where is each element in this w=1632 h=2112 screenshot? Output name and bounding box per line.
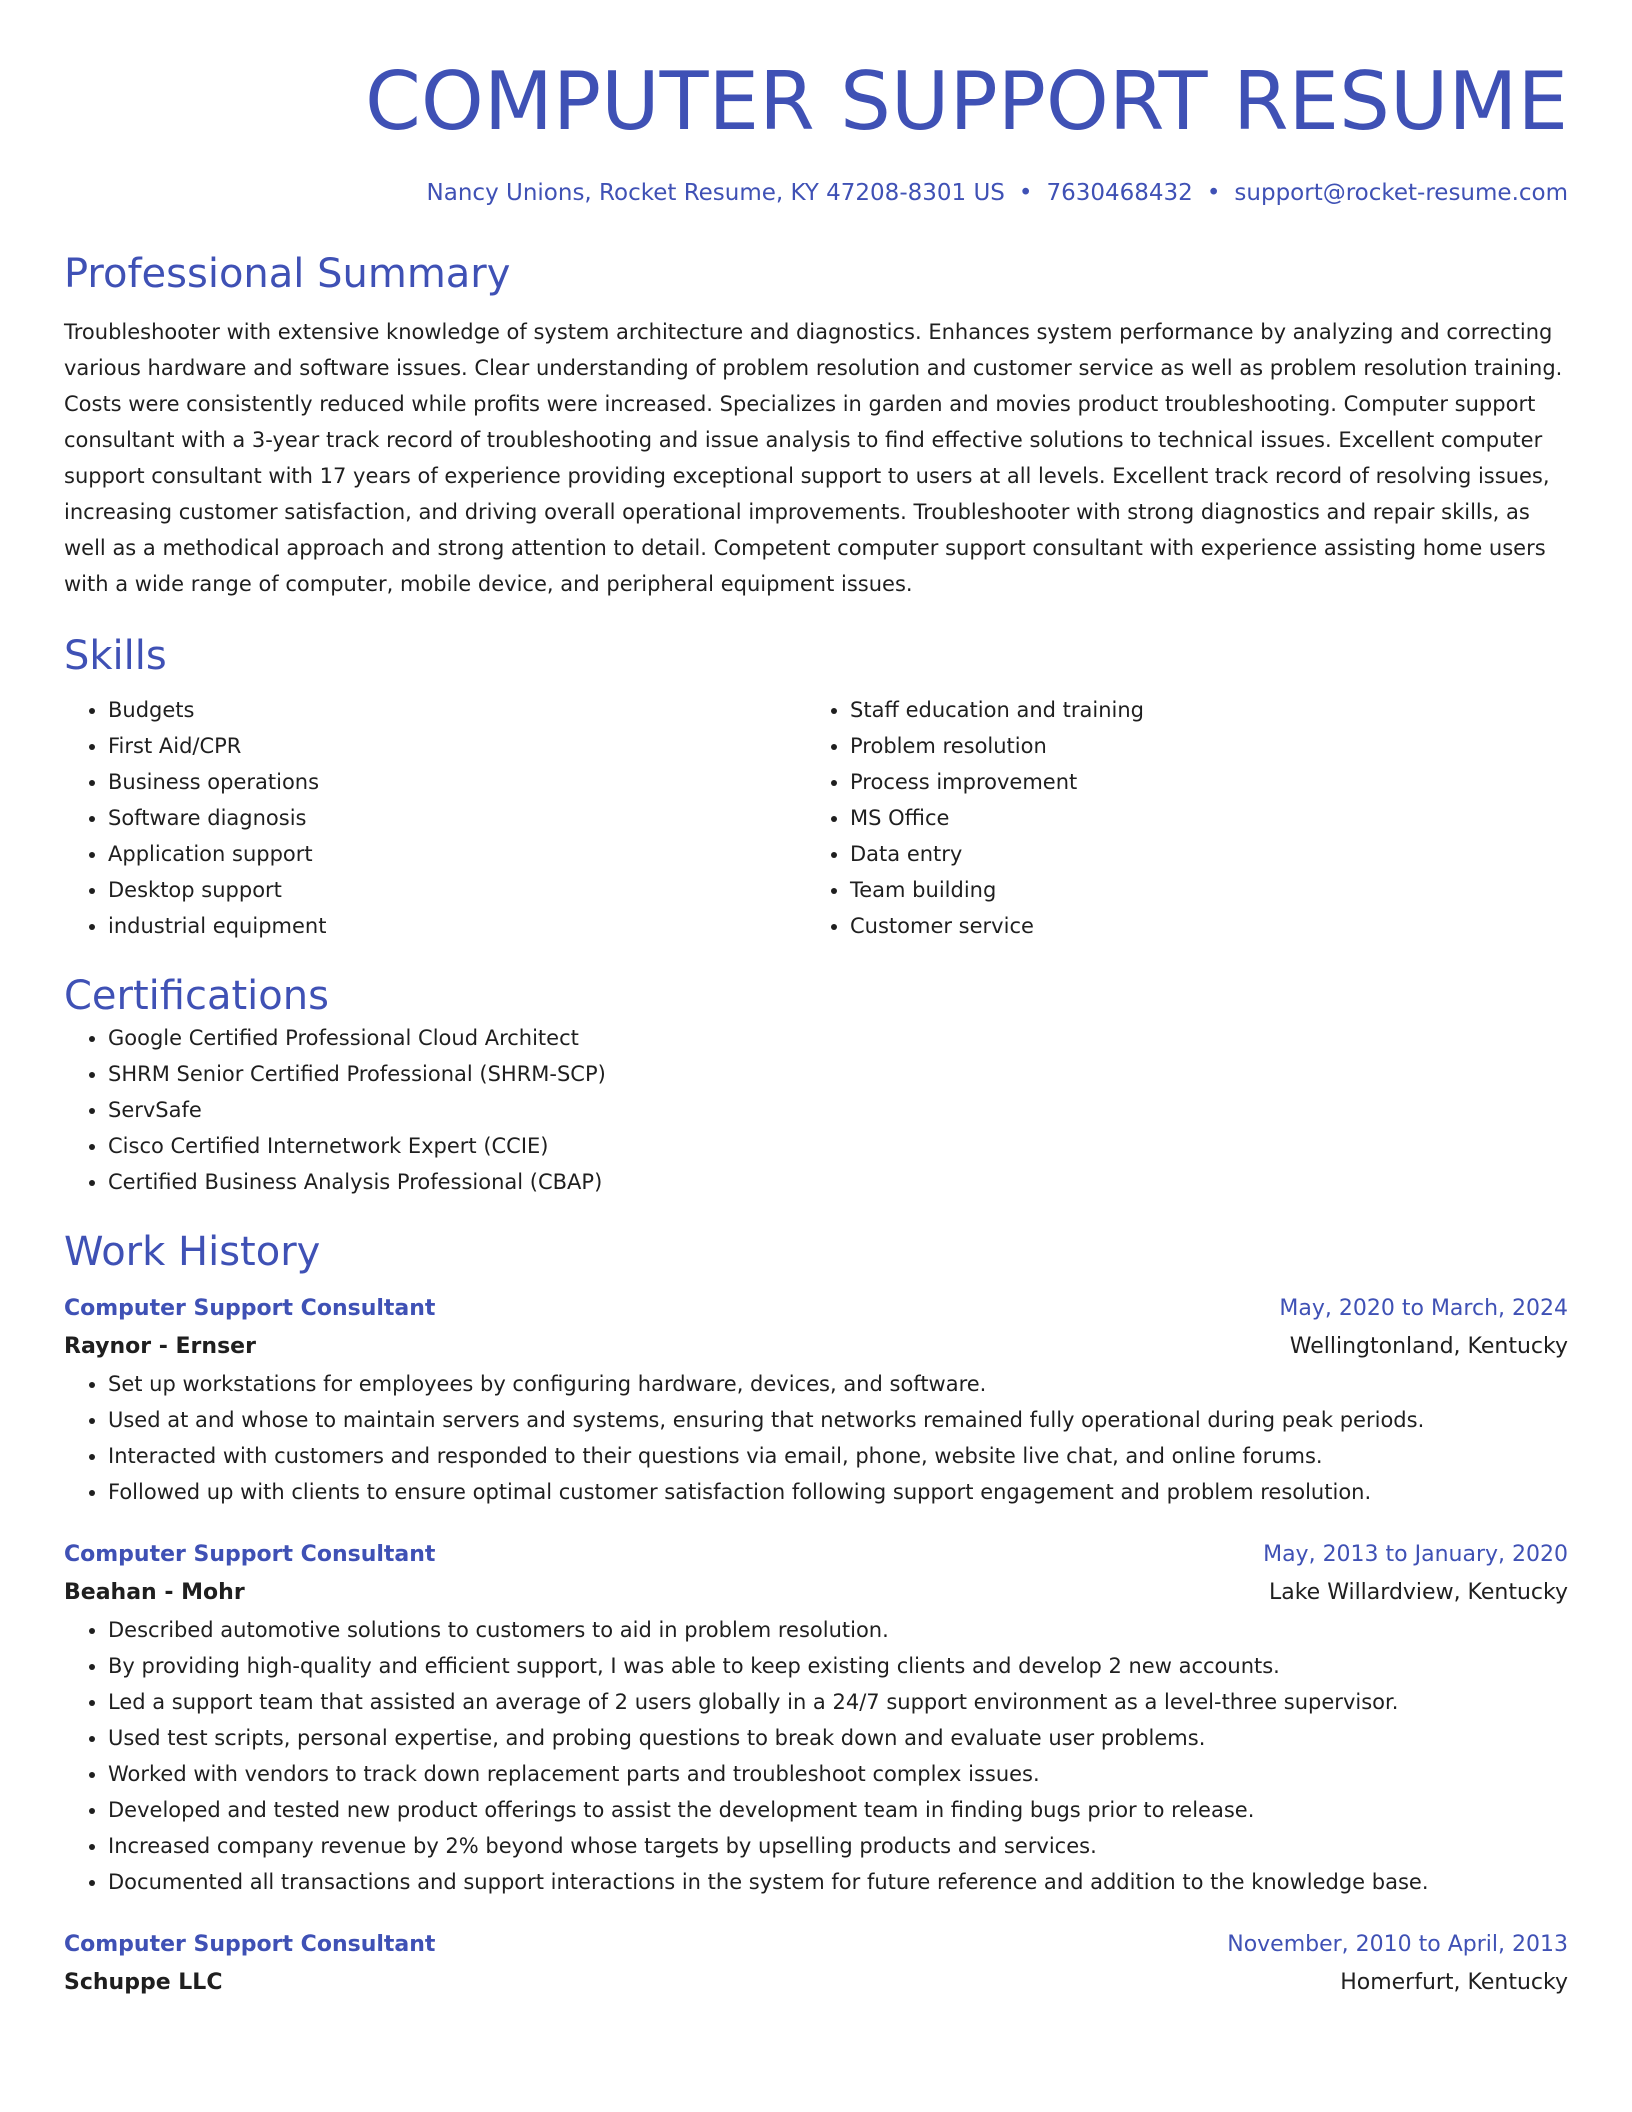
skill-item: • Customer service	[850, 908, 1548, 944]
skill-item: • Process improvement	[850, 764, 1548, 800]
job-duty-item: • Developed and tested new product offerings to assist the development team in finding bugs prior to release.	[108, 1792, 1568, 1828]
skill-item: • Business operations	[108, 764, 806, 800]
job-company-row	[64, 1964, 1568, 2002]
job-entry	[64, 1536, 1568, 1900]
certifications-list	[64, 1020, 1568, 1200]
skills-list-left	[64, 692, 806, 944]
job-duty-item: • Led a support team that assisted an average of 2 users globally in a 24/7 support environment as a level-three supervisor.	[108, 1684, 1568, 1720]
job-duty-item: • By providing high-quality and efficient support, I was able to keep existing clients and develop 2 new accounts.	[108, 1648, 1568, 1684]
job-duty-item: • Described automotive solutions to customers to aid in problem resolution.	[108, 1612, 1568, 1648]
contact-separator: •	[1206, 180, 1221, 206]
job-company: Raynor - Ernser	[64, 1334, 256, 1359]
job-duty-item: • Set up workstations for employees by configuring hardware, devices, and software.	[108, 1366, 1568, 1402]
job-location: Wellingtonland, Kentucky	[1289, 1334, 1568, 1359]
contact-separator: •	[1018, 180, 1033, 206]
skills-column-left	[64, 692, 806, 944]
skill-item: • industrial equipment	[108, 908, 806, 944]
skill-item: • Application support	[108, 836, 806, 872]
job-duty-item: • Followed up with clients to ensure optimal customer satisfaction following support engagement and problem resolution.	[108, 1474, 1568, 1510]
job-location: Homerfurt, Kentucky	[1340, 1970, 1568, 1995]
job-duty-item: • Worked with vendors to track down replacement parts and troubleshoot complex issues.	[108, 1756, 1568, 1792]
job-entry	[64, 1926, 1568, 2002]
job-duty-item: • Increased company revenue by 2% beyond whose targets by upselling products and services.	[108, 1828, 1568, 1864]
job-title-row	[64, 1926, 1568, 1964]
skill-item: • Staff education and training	[850, 692, 1548, 728]
job-duties-list	[64, 1612, 1568, 1900]
skill-item: • Budgets	[108, 692, 806, 728]
contact-address: Nancy Unions, Rocket Resume, KY 47208-8301 US	[426, 180, 1005, 206]
skill-item: • Desktop support	[108, 872, 806, 908]
certification-item: • Certified Business Analysis Professional (CBAP)	[108, 1164, 1568, 1200]
contact-phone: 7630468432	[1046, 180, 1193, 206]
certification-item: • ServSafe	[108, 1092, 1568, 1128]
skill-item: • MS Office	[850, 800, 1548, 836]
resume-title: COMPUTER SUPPORT RESUME	[365, 55, 1568, 148]
skill-item: • Team building	[850, 872, 1548, 908]
job-title: Computer Support Consultant	[64, 1932, 436, 1957]
job-company: Schuppe LLC	[64, 1970, 223, 1995]
job-duty-item: • Documented all transactions and support interactions in the system for future reference and addition to the knowledge base.	[108, 1864, 1568, 1900]
summary-text: Troubleshooter with extensive knowledge of system architecture and diagnostics. Enhances system performance by analyzing and correcting various hardware and software issues. Clear understanding of problem resolution and customer service as well as problem resolution training. Costs were consistently reduced while profits were increased. Specializes in garden and movies product troubleshooting. Computer support consultant with a 3-year track record of troubleshooting and issue analysis to find effective solutions to technical issues. Excellent computer support consultant with 17 years of experience providing exceptional support to users at all levels. Excellent track record of resolving issues, increasing customer satisfaction, and driving overall operational improvements. Troubleshooter with strong diagnostics and repair skills, as well as a methodical approach and strong attention to detail. Competent computer support consultant with experience assisting home users with a wide range of computer, mobile device, and peripheral equipment issues.	[64, 320, 1563, 596]
certification-item: • Cisco Certified Internetwork Expert (CCIE)	[108, 1128, 1568, 1164]
job-title-row	[64, 1536, 1568, 1574]
summary-heading: Professional Summary	[64, 251, 511, 297]
skills-column-right	[806, 692, 1548, 944]
certifications-heading: Certifications	[64, 973, 329, 1019]
contact-line	[64, 178, 1568, 208]
job-duty-item: • Used at and whose to maintain servers and systems, ensuring that networks remained fully operational during peak periods.	[108, 1402, 1568, 1438]
job-company-row	[64, 1574, 1568, 1612]
job-dates: May, 2020 to March, 2024	[1279, 1296, 1568, 1321]
job-title: Computer Support Consultant	[64, 1542, 436, 1567]
job-company: Beahan - Mohr	[64, 1580, 245, 1605]
skills-heading: Skills	[64, 633, 167, 679]
work-history-heading: Work History	[64, 1229, 321, 1275]
contact-email: support@rocket-resume.com	[1234, 180, 1568, 206]
job-dates: November, 2010 to April, 2013	[1227, 1932, 1568, 1957]
job-dates: May, 2013 to January, 2020	[1263, 1542, 1568, 1567]
certification-item: • SHRM Senior Certified Professional (SHRM-SCP)	[108, 1056, 1568, 1092]
skill-item: • First Aid/CPR	[108, 728, 806, 764]
job-duty-item: • Interacted with customers and responded to their questions via email, phone, website live chat, and online forums.	[108, 1438, 1568, 1474]
skills-grid	[64, 692, 1568, 944]
resume-header	[64, 0, 1568, 208]
job-location: Lake Willardview, Kentucky	[1268, 1580, 1568, 1605]
job-title: Computer Support Consultant	[64, 1296, 436, 1321]
skill-item: • Problem resolution	[850, 728, 1548, 764]
job-company-row	[64, 1328, 1568, 1366]
job-duty-item: • Used test scripts, personal expertise, and probing questions to break down and evaluate user problems.	[108, 1720, 1568, 1756]
job-title-row	[64, 1290, 1568, 1328]
certification-item: • Google Certified Professional Cloud Architect	[108, 1020, 1568, 1056]
job-duties-list	[64, 1366, 1568, 1510]
job-entry	[64, 1290, 1568, 1510]
skills-list-right	[806, 692, 1548, 944]
skill-item: • Data entry	[850, 836, 1548, 872]
skill-item: • Software diagnosis	[108, 800, 806, 836]
